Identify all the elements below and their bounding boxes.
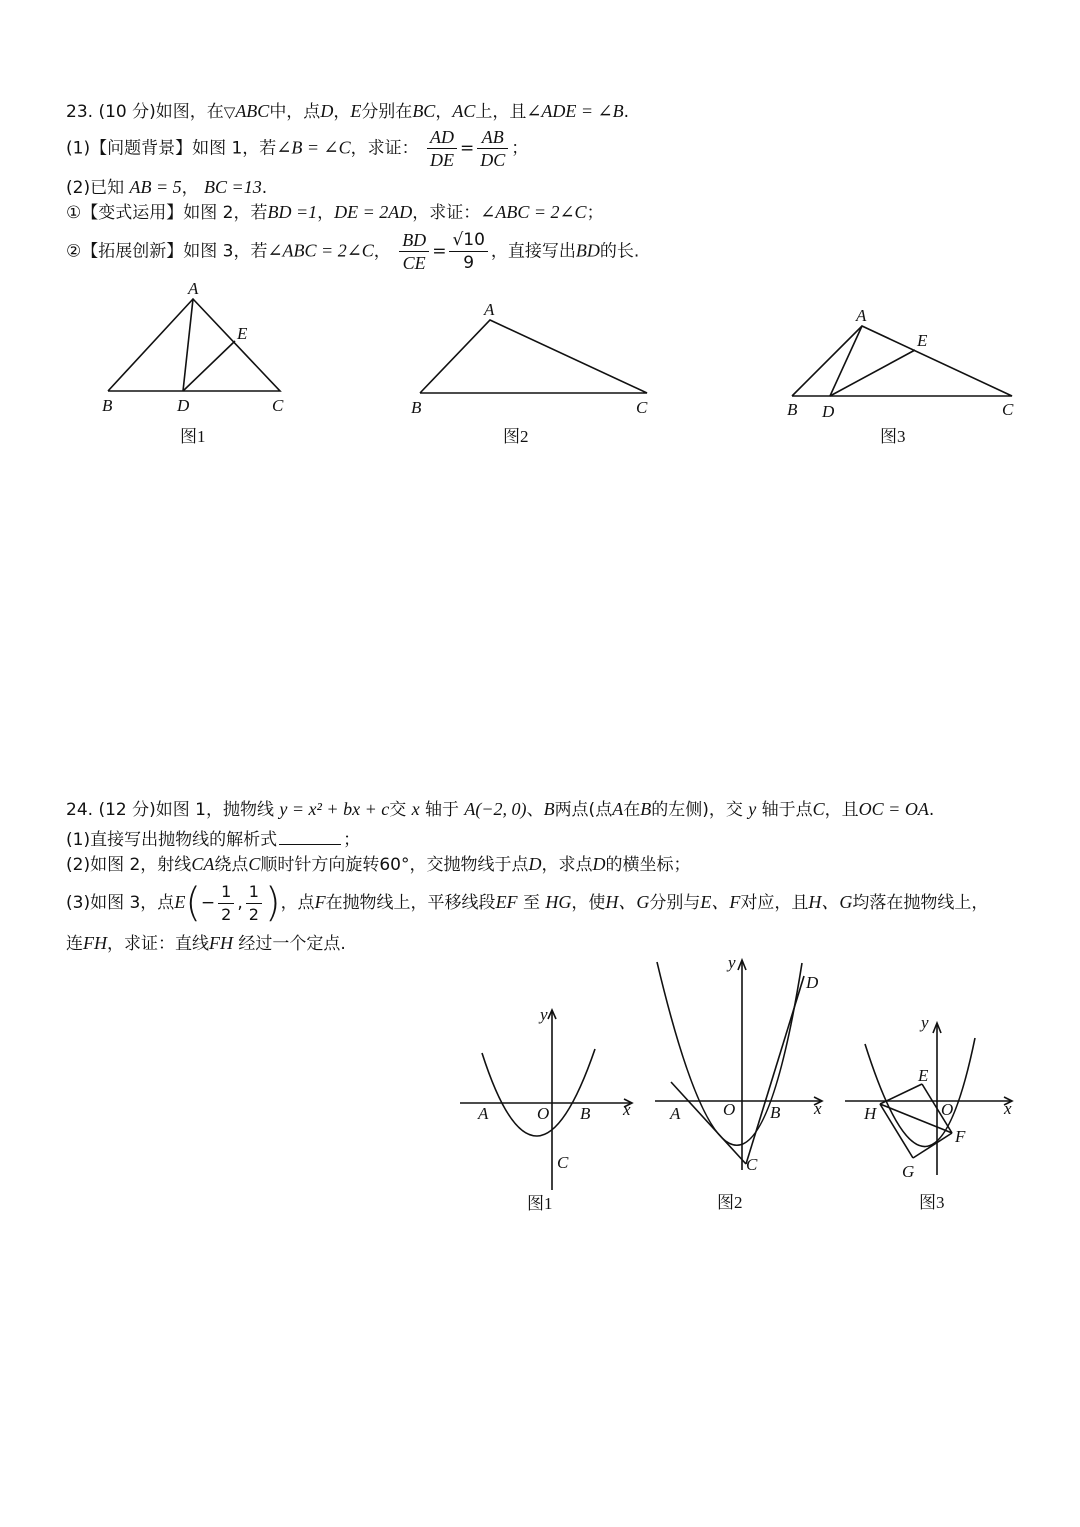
q24-f3-caption: 图3 bbox=[919, 1193, 945, 1212]
q23-f1-label-c: C bbox=[272, 396, 284, 415]
q24-f1-label-x: x bbox=[623, 1100, 631, 1119]
fraction-sqrt10-9: $\frac{√10}{9}$ bbox=[449, 229, 487, 274]
q24-figure-3 bbox=[845, 1023, 1012, 1175]
q23-f3-label-b: B bbox=[787, 400, 798, 419]
q24-f1-label-y: y bbox=[540, 1005, 548, 1024]
q24-part3: (3)如图 3，点E(− $\frac{1}{2}$ , $\frac{1}{2}$ )，点F在抛物线上，平移线段EF 至 HG，使H、G分别与E、F对应，且H、G均落在抛物线上， bbox=[66, 880, 989, 926]
q24-f3-label-f: F bbox=[955, 1127, 966, 1146]
q23-part2-2: ②【拓展创新】如图 3，若∠ABC = 2∠C， $\frac{BD}{CE}$ = $\frac{√10}{9}$ ，直接写出BD的长. bbox=[66, 230, 640, 273]
q23-f3-label-d: D bbox=[822, 402, 835, 421]
q24-f3-label-y: y bbox=[921, 1013, 929, 1032]
q23-f2-label-b: B bbox=[411, 398, 422, 417]
q23-f3-label-c: C bbox=[1002, 400, 1014, 419]
q24-f2-label-y: y bbox=[728, 953, 736, 972]
q23-f1-label-e: E bbox=[237, 324, 248, 343]
q24-f1-label-o: O bbox=[537, 1104, 550, 1123]
q24-f1-caption: 图1 bbox=[527, 1194, 553, 1213]
q24-figure-1 bbox=[460, 1010, 632, 1190]
q23-f2-label-a: A bbox=[484, 300, 495, 319]
q23-f3-caption: 图3 bbox=[880, 427, 906, 446]
q23-figure-2 bbox=[420, 320, 647, 393]
q23-f1-label-d: D bbox=[177, 396, 190, 415]
q24-f2-caption: 图2 bbox=[717, 1193, 743, 1212]
q24-f2-label-a: A bbox=[670, 1104, 681, 1123]
fraction-ad-de: $\frac{AD}{DE}$ bbox=[427, 126, 457, 171]
q24-f3-label-h: H bbox=[864, 1104, 877, 1123]
q24-part3-cont: 连FH，求证：直线FH 经过一个定点. bbox=[66, 933, 346, 954]
q24-f1-label-b: B bbox=[580, 1104, 591, 1123]
q23-f3-label-a: A bbox=[856, 306, 867, 325]
q23-stem: 23. (10 分)如图，在▽ABC中，点D，E分别在BC，AC上，且∠ADE = ∠B. bbox=[66, 101, 630, 122]
q23-f1-label-a: A bbox=[188, 279, 199, 298]
q24-f2-label-o: O bbox=[723, 1100, 736, 1119]
q23-part2: (2)已知 AB = 5， BC =13. bbox=[66, 177, 268, 198]
q24-f1-label-c: C bbox=[557, 1153, 569, 1172]
q24-f2-label-c: C bbox=[746, 1155, 758, 1174]
q24-f2-label-b: B bbox=[770, 1103, 781, 1122]
q23-f2-caption: 图2 bbox=[503, 427, 529, 446]
q23-f2-label-c: C bbox=[636, 398, 648, 417]
q24-part1: (1)直接写出抛物线的解析式 ； bbox=[66, 830, 361, 850]
q23-part2-1: ①【变式运用】如图 2，若BD =1，DE = 2AD，求证：∠ABC = 2∠C； bbox=[66, 202, 604, 223]
q24-f1-label-a: A bbox=[478, 1104, 489, 1123]
q24-f2-label-x: x bbox=[814, 1099, 822, 1118]
fraction-bd-ce: $\frac{BD}{CE}$ bbox=[399, 229, 429, 274]
fraction-half-2: $\frac{1}{2}$ bbox=[246, 881, 262, 926]
triangle-symbol: ▽ bbox=[223, 103, 236, 121]
q24-figure-2 bbox=[655, 960, 822, 1170]
q23-figure-3 bbox=[792, 326, 1012, 396]
fraction-ab-dc: $\frac{AB}{DC}$ bbox=[477, 126, 508, 171]
q24-f3-label-x: x bbox=[1004, 1099, 1012, 1118]
q23-f1-label-b: B bbox=[102, 396, 113, 415]
q23-figure-1 bbox=[108, 299, 280, 391]
q24-stem: 24. (12 分)如图 1，抛物线 y = x² + bx + c交 x 轴于 A(−2, 0)、B两点(点A在B的左侧)，交 y 轴于点C，且OC = OA. bbox=[66, 799, 935, 820]
q24-f3-label-e: E bbox=[918, 1066, 929, 1085]
q24-part2: (2)如图 2，射线CA绕点C顺时针方向旋转60°，交抛物线于点D，求点D的横坐标； bbox=[66, 854, 691, 875]
q23-part1: (1)【问题背景】如图 1，若∠B = ∠C，求证： $\frac{AD}{DE}$ = $\frac{AB}{DC}$ ； bbox=[66, 127, 529, 170]
q23-f1-caption: 图1 bbox=[180, 427, 206, 446]
q24-f3-label-o: O bbox=[941, 1100, 954, 1119]
fraction-half-1: $\frac{1}{2}$ bbox=[218, 881, 234, 926]
q24-f3-label-g: G bbox=[902, 1162, 915, 1181]
q24-f2-label-d: D bbox=[806, 973, 819, 992]
q23-f3-label-e: E bbox=[917, 331, 928, 350]
